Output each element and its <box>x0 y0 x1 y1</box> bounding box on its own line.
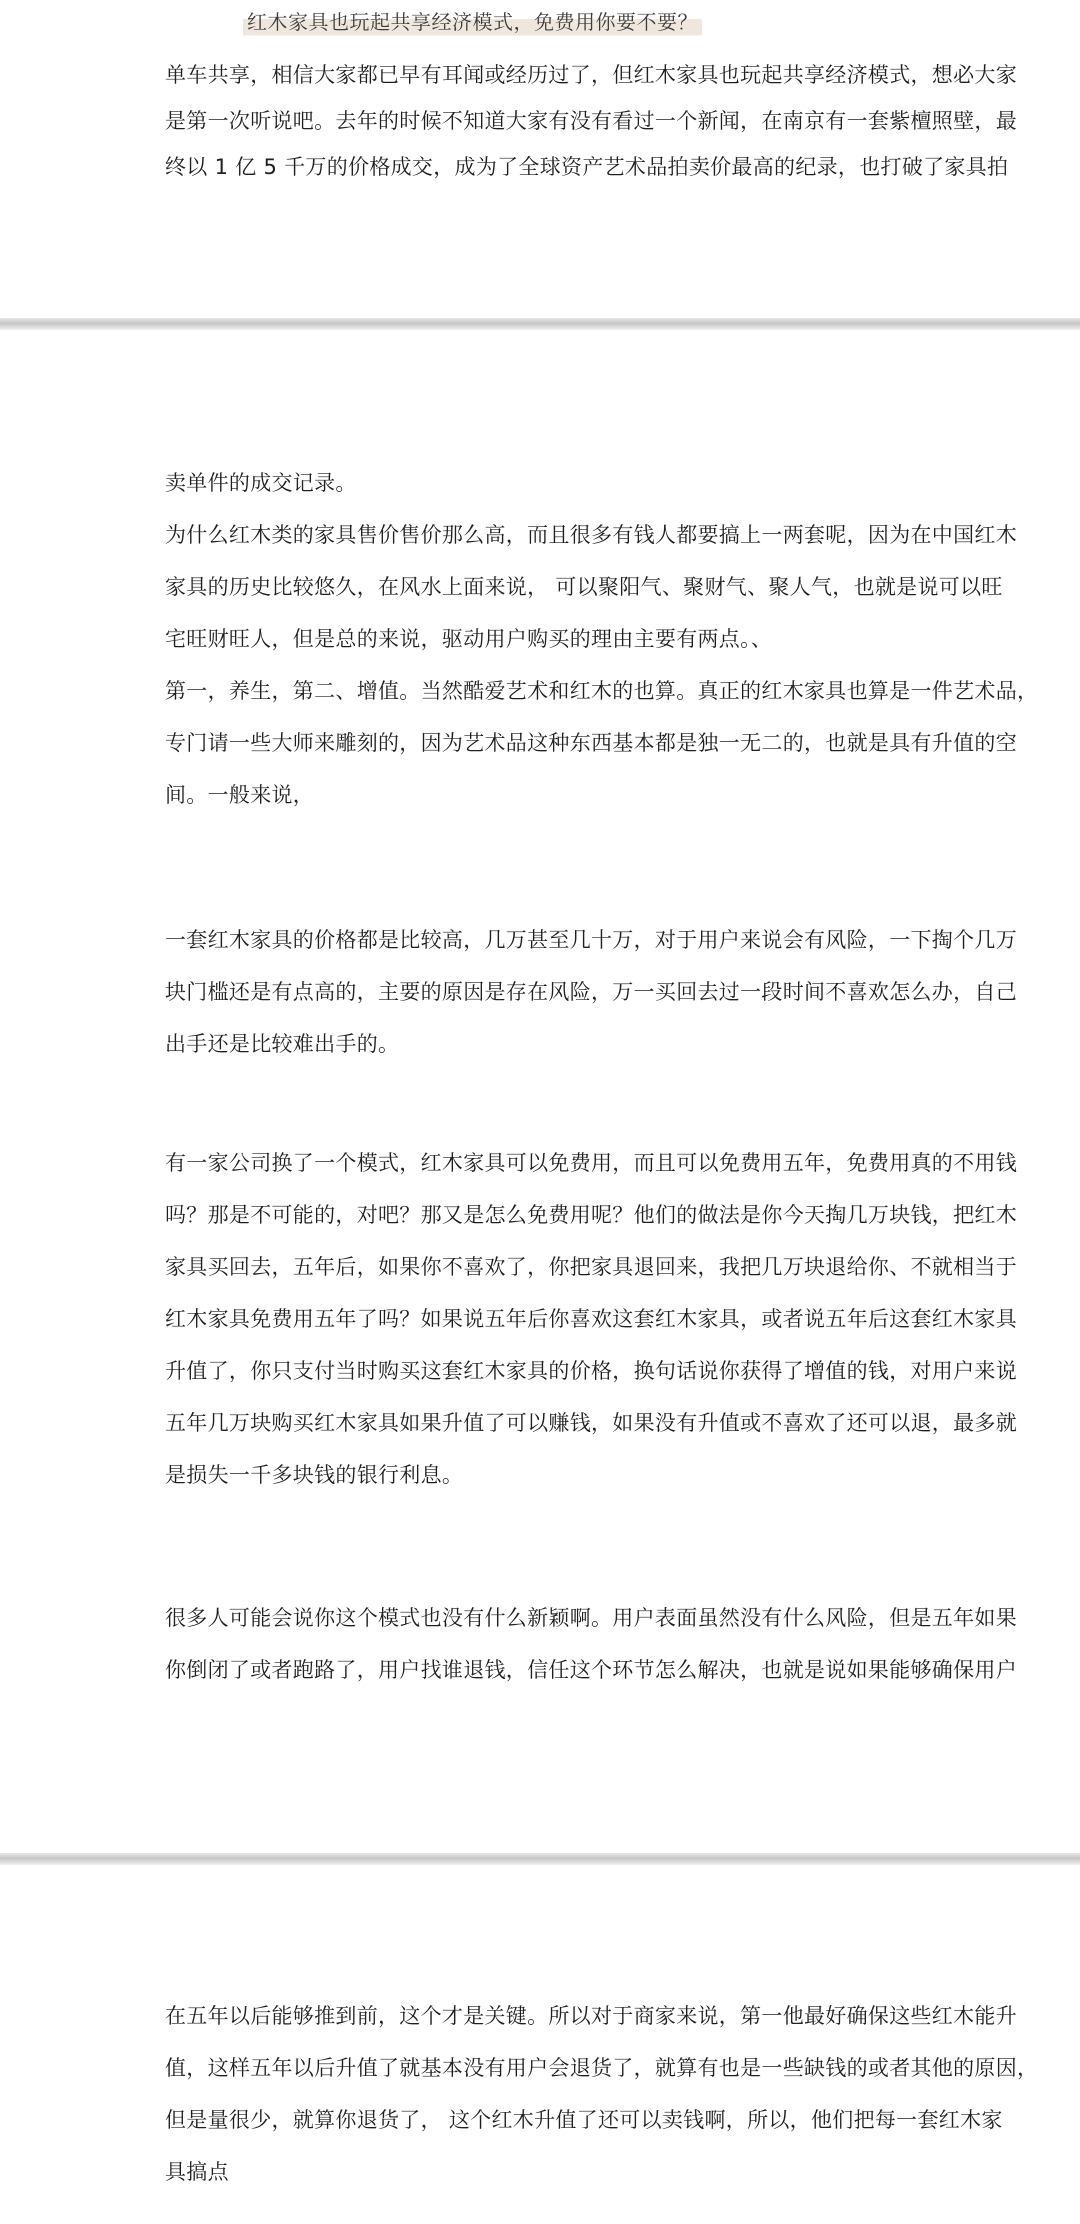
text-line: 为什么红木类的家具售价售价那么高，而且很多有钱人都要搞上一两套呢，因为在中国红木 <box>165 523 1017 547</box>
text-line: 红木家具免费用五年了吗？如果说五年后你喜欢这套红木家具，或者说五年后这套红木家具 <box>165 1307 1017 1331</box>
page2-block2 <box>165 917 1017 1067</box>
text-line: 值，这样五年以后升值了就基本没有用户会退货了，就算有也是一些缺钱的或者其他的原因， <box>165 2056 1039 2080</box>
text-line: 一套红木家具的价格都是比较高，几万甚至几十万，对于用户来说会有风险，一下掏个几万 <box>165 928 1017 952</box>
text-line: 你倒闭了或者跑路了，用户找谁退钱，信任这个环节怎么解决，也就是说如果能够确保用户 <box>165 1658 1017 1682</box>
text-line: 第一，养生，第二、增值。当然酷爱艺术和红木的也算。真正的红木家具也算是一件艺术品， <box>165 679 1039 703</box>
text-line: 间。一般来说， <box>165 783 315 807</box>
page2-block3 <box>165 1140 1017 1498</box>
text-line: 很多人可能会说你这个模式也没有什么新颖啊。用户表面虽然没有什么风险，但是五年如果 <box>165 1606 1017 1630</box>
text-line: 单车共享，相信大家都已早有耳闻或经历过了，但红木家具也玩起共享经济模式，想必大家 <box>165 63 1017 87</box>
page-divider <box>0 1853 1080 1865</box>
page2-block4 <box>165 1595 1017 1693</box>
text-line: 专门请一些大师来雕刻的，因为艺术品这种东西基本都是独一无二的，也就是具有升值的空 <box>165 731 1017 755</box>
text-line: 块门槛还是有点高的，主要的原因是存在风险，万一买回去过一段时间不喜欢怎么办，自己 <box>165 980 1017 1004</box>
text-line: 出手还是比较难出手的。 <box>165 1032 400 1056</box>
text-line: 卖单件的成交记录。 <box>165 471 357 495</box>
text-line: 吗？那是不可能的，对吧？那又是怎么免费用呢？他们的做法是你今天掏几万块钱，把红木 <box>165 1203 1017 1227</box>
text-line: 升值了，你只支付当时购买这套红木家具的价格，换句话说你获得了增值的钱，对用户来说 <box>165 1359 1017 1383</box>
page3-paragraph <box>165 1993 1039 2195</box>
text-line: 五年几万块购买红木家具如果升值了可以赚钱，如果没有升值或不喜欢了还可以退，最多就 <box>165 1411 1017 1435</box>
text-line: 有一家公司换了一个模式，红木家具可以免费用，而且可以免费用五年，免费用真的不用钱 <box>165 1151 1017 1175</box>
page1-paragraph <box>165 52 1017 190</box>
text-line: 是第一次听说吧。去年的时候不知道大家有没有看过一个新闻，在南京有一套紫檀照壁，最 <box>165 109 1017 133</box>
text-line: 家具的历史比较悠久，在风水上面来说， 可以聚阳气、聚财气、聚人气，也就是说可以旺 <box>165 575 1003 599</box>
text-line: 家具买回去，五年后，如果你不喜欢了，你把家具退回来，我把几万块退给你、不就相当于 <box>165 1255 1017 1279</box>
page2-block1 <box>165 460 1039 818</box>
text-line: 但是量很少，就算你退货了， 这个红木升值了还可以卖钱啊，所以，他们把每一套红木家 <box>165 2108 1003 2132</box>
text-line: 具搞点 <box>165 2160 229 2184</box>
text-line: 宅旺财旺人，但是总的来说，驱动用户购买的理由主要有两点。、 <box>165 627 773 651</box>
text-line: 是损失一千多块钱的银行利息。 <box>165 1463 464 1487</box>
text-line: 在五年以后能够推到前，这个才是关键。所以对于商家来说，第一他最好确保这些红木能升 <box>165 2004 1017 2028</box>
page-divider <box>0 318 1080 330</box>
article-title: 红木家具也玩起共享经济模式，免费用你要不要？ <box>243 6 702 38</box>
text-line: 终以 1 亿 5 千万的价格成交，成为了全球资产艺术品拍卖价最高的纪录，也打破了家具拍 <box>165 155 1009 179</box>
